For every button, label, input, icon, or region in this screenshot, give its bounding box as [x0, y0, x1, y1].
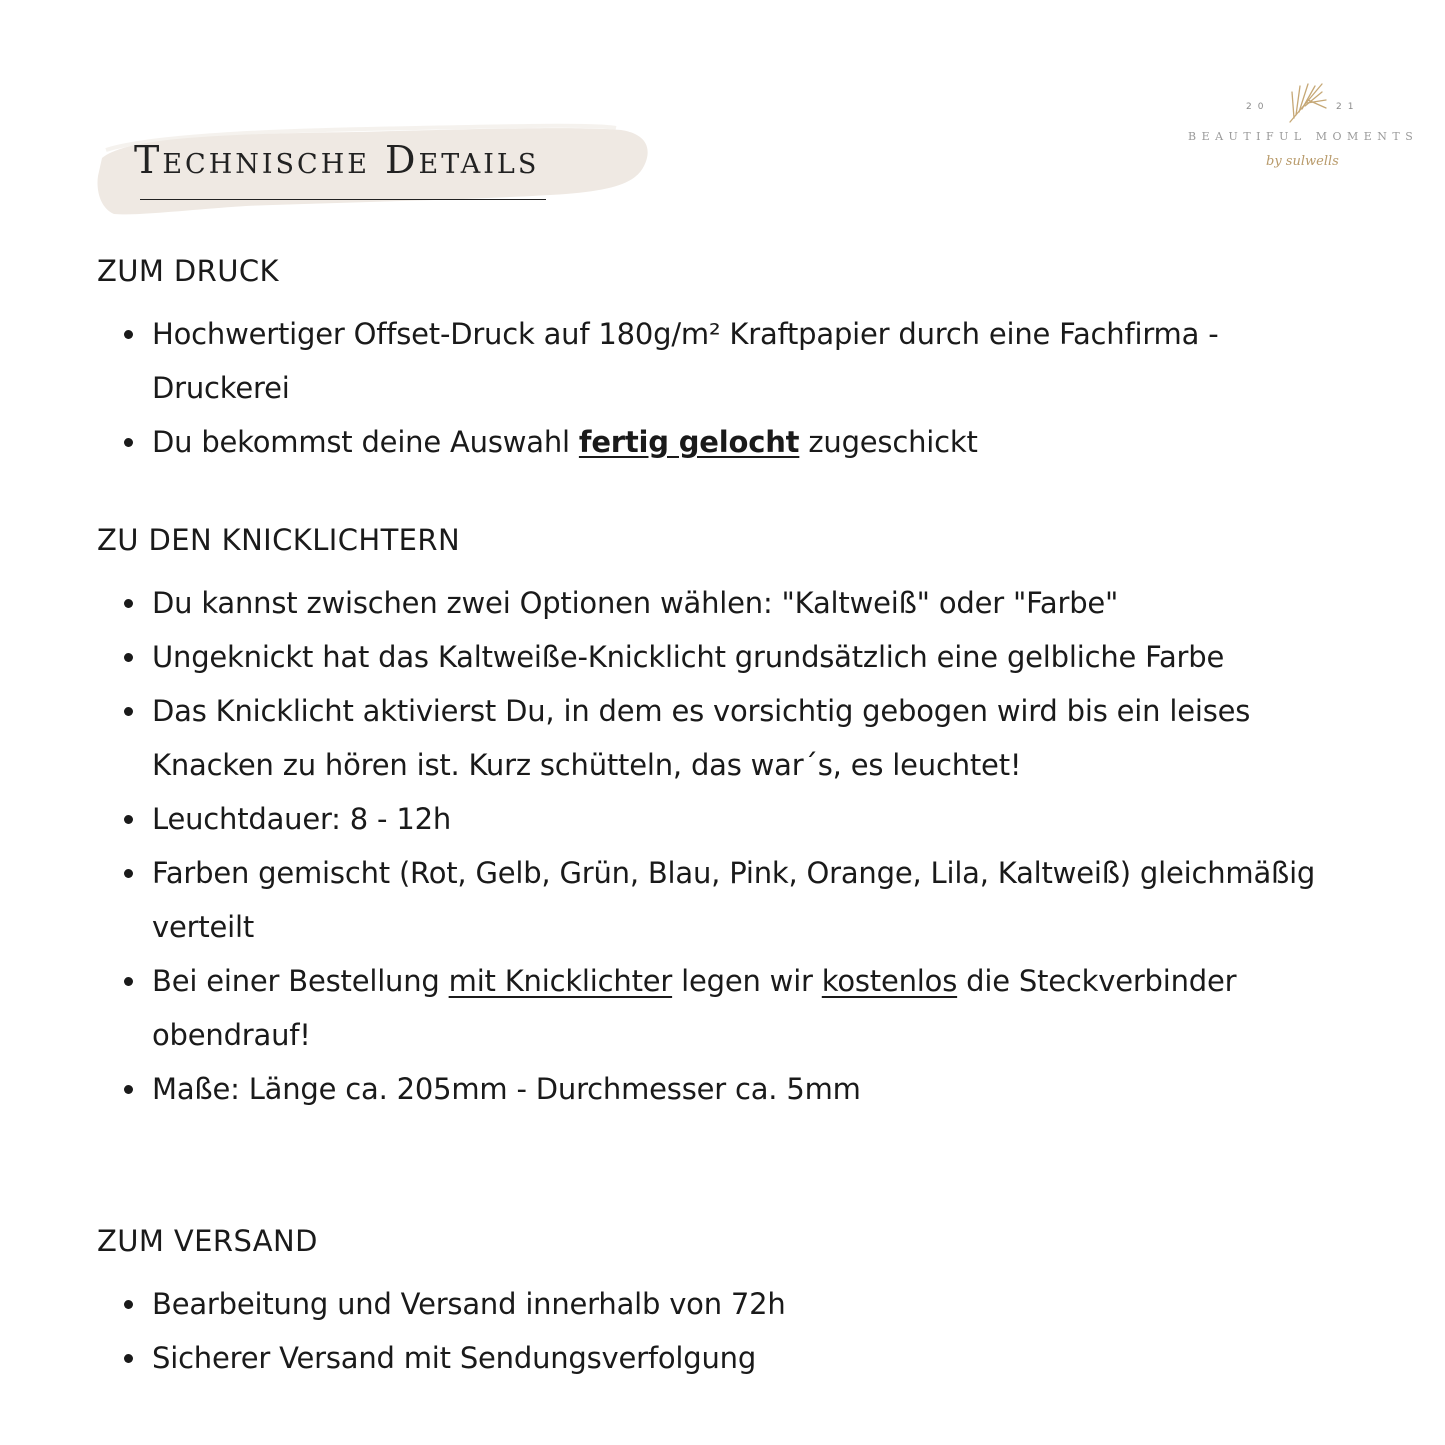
bullet-icon: [124, 1300, 133, 1309]
title-underline: [140, 199, 546, 200]
list-item: Das Knicklicht aktivierst Du, in dem es vorsichtig gebogen wird bis ein leises Knacken zu hören ist. Kurz schütteln, das war´s, es leuchtet!: [97, 684, 1357, 792]
list-item: Du kannst zwischen zwei Optionen wählen: "Kaltweiß" oder "Farbe": [97, 576, 1357, 630]
title-banner: [96, 120, 656, 220]
list-item: Hochwertiger Offset-Druck auf 180g/m² Kraftpapier durch eine Fachfirma - Druckerei: [97, 307, 1357, 415]
list-item: Leuchtdauer: 8 - 12h: [97, 792, 1357, 846]
logo-year-right: 21: [1336, 102, 1360, 112]
page-title: Technische Details: [134, 138, 540, 182]
bullet-icon: [124, 977, 133, 986]
palm-leaf-icon: [1280, 78, 1330, 128]
section-heading: ZU DEN KNICKLICHTERN: [97, 523, 461, 557]
section-heading: ZUM DRUCK: [97, 254, 279, 288]
bullet-icon: [124, 330, 133, 339]
list-item: Sicherer Versand mit Sendungsverfolgung: [97, 1331, 1357, 1385]
underlined-text: kostenlos: [821, 964, 958, 998]
logo-year-left: 20: [1246, 102, 1270, 112]
list-item: Du bekommst deine Auswahl fertig gelocht zugeschickt: [97, 415, 1357, 469]
section-knicklichter: [97, 522, 1357, 1116]
section-druck: [97, 253, 1357, 469]
list-item: Ungeknickt hat das Kaltweiße-Knicklicht grundsätzlich eine gelbliche Farbe: [97, 630, 1357, 684]
bullet-icon: [124, 1354, 133, 1363]
brand-logo: [1180, 78, 1430, 188]
list-item: Bearbeitung und Versand innerhalb von 72h: [97, 1277, 1357, 1331]
list-item: Farben gemischt (Rot, Gelb, Grün, Blau, Pink, Orange, Lila, Kaltweiß) gleichmäßig verteilt: [97, 846, 1357, 954]
bullet-list: [97, 1277, 1357, 1385]
bullet-icon: [124, 869, 133, 878]
logo-brand-text: BEAUTIFUL MOMENTS: [1188, 130, 1419, 143]
underlined-text: mit Knicklichter: [448, 964, 673, 998]
bullet-icon: [124, 707, 133, 716]
bullet-icon: [124, 599, 133, 608]
list-item: Maße: Länge ca. 205mm - Durchmesser ca. 5mm: [97, 1062, 1357, 1116]
section-heading: ZUM VERSAND: [97, 1224, 318, 1258]
bullet-list: [97, 576, 1357, 1116]
bullet-icon: [124, 438, 133, 447]
bullet-icon: [124, 815, 133, 824]
bullet-list: [97, 307, 1357, 469]
section-versand: [97, 1223, 1357, 1385]
bullet-icon: [124, 1085, 133, 1094]
list-item: Bei einer Bestellung mit Knicklichter legen wir kostenlos die Steckverbinder obendrauf!: [97, 954, 1357, 1062]
emphasis-text: fertig gelocht: [578, 425, 800, 459]
logo-signature: by sulwells: [1266, 154, 1339, 169]
bullet-icon: [124, 653, 133, 662]
